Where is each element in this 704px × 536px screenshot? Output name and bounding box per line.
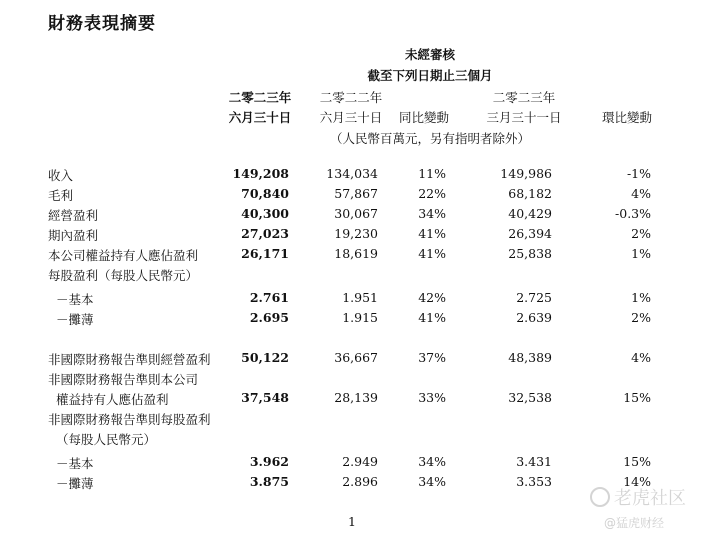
table-row bbox=[0, 390, 704, 410]
col1-header-line2: 六月三十日 bbox=[228, 110, 292, 125]
cell-v3: 34% bbox=[418, 206, 446, 221]
row-label: 期內盈利 bbox=[48, 228, 99, 243]
cell-v4: 2.639 bbox=[516, 310, 552, 325]
cell-v3: 33% bbox=[418, 390, 446, 405]
cell-v4: 68,182 bbox=[508, 186, 552, 201]
page-number: 1 bbox=[348, 514, 356, 529]
page-title: 財務表現摘要 bbox=[48, 14, 156, 34]
table-row bbox=[0, 430, 704, 450]
row-label: 每股盈利（每股人民幣元） bbox=[48, 268, 199, 283]
cell-v4: 2.725 bbox=[516, 290, 552, 305]
cell-v3: 34% bbox=[418, 474, 446, 489]
cell-v5: 4% bbox=[631, 350, 651, 365]
cell-v2: 1.951 bbox=[342, 290, 378, 305]
watermark-text: 老虎社区 bbox=[614, 488, 686, 509]
cell-v1: 26,171 bbox=[241, 246, 289, 261]
cell-v2: 30,067 bbox=[334, 206, 378, 221]
cell-v5: 2% bbox=[631, 226, 651, 241]
row-label: 毛利 bbox=[48, 188, 74, 203]
cell-v4: 3.431 bbox=[516, 454, 552, 469]
period-header: 截至下列日期止三個月 bbox=[367, 68, 493, 83]
cell-v3: 22% bbox=[418, 186, 446, 201]
table-row bbox=[0, 166, 704, 186]
cell-v5: 1% bbox=[631, 290, 651, 305]
cell-v1: 3.962 bbox=[249, 454, 289, 469]
cell-v5: 4% bbox=[631, 186, 651, 201]
cell-v4: 25,838 bbox=[508, 246, 552, 261]
row-label: 非國際財務報告準則經營盈利 bbox=[48, 352, 211, 367]
cell-v1: 27,023 bbox=[241, 226, 289, 241]
table-row bbox=[0, 290, 704, 310]
row-label: 非國際財務報告準則本公司 bbox=[48, 372, 199, 387]
table-row bbox=[0, 410, 704, 430]
cell-v5: 2% bbox=[631, 310, 651, 325]
col4-header-line2: 三月三十一日 bbox=[486, 110, 562, 125]
cell-v5: -1% bbox=[626, 166, 651, 181]
cell-v2: 28,139 bbox=[334, 390, 378, 405]
row-label: 本公司權益持有人應佔盈利 bbox=[48, 248, 199, 263]
cell-v1: 2.761 bbox=[249, 290, 289, 305]
row-label: 收入 bbox=[48, 168, 74, 183]
cell-v3: 41% bbox=[418, 246, 446, 261]
cell-v3: 41% bbox=[418, 226, 446, 241]
cell-v4: 3.353 bbox=[516, 474, 552, 489]
row-label: －攤薄 bbox=[56, 312, 94, 327]
table-row bbox=[0, 206, 704, 226]
cell-v1: 50,122 bbox=[241, 350, 289, 365]
cell-v4: 48,389 bbox=[508, 350, 552, 365]
cell-v4: 26,394 bbox=[508, 226, 552, 241]
cell-v5: 1% bbox=[631, 246, 651, 261]
tiger-logo-icon bbox=[590, 487, 610, 507]
cell-v3: 11% bbox=[418, 166, 446, 181]
cell-v3: 41% bbox=[418, 310, 446, 325]
table-row bbox=[0, 186, 704, 206]
unaudited-header: 未經審核 bbox=[404, 47, 456, 62]
col3-header: 同比變動 bbox=[398, 110, 450, 125]
row-label: －攤薄 bbox=[56, 476, 94, 491]
cell-v5: 15% bbox=[623, 390, 651, 405]
table-row bbox=[0, 370, 704, 390]
row-label: （每股人民幣元） bbox=[56, 432, 157, 447]
unit-note: （人民幣百萬元，另有指明者除外） bbox=[329, 131, 531, 146]
cell-v5: -0.3% bbox=[615, 206, 651, 221]
row-label: －基本 bbox=[56, 456, 94, 471]
cell-v5: 14% bbox=[623, 474, 651, 489]
cell-v4: 40,429 bbox=[508, 206, 552, 221]
cell-v1: 3.875 bbox=[249, 474, 289, 489]
cell-v2: 2.896 bbox=[342, 474, 378, 489]
cell-v3: 37% bbox=[418, 350, 446, 365]
row-label: 非國際財務報告準則每股盈利 bbox=[48, 412, 211, 427]
table-row bbox=[0, 266, 704, 286]
table-row bbox=[0, 350, 704, 370]
cell-v3: 42% bbox=[418, 290, 446, 305]
watermark-logo bbox=[590, 484, 686, 510]
cell-v2: 1.915 bbox=[342, 310, 378, 325]
cell-v1: 40,300 bbox=[241, 206, 289, 221]
col1-header-line1: 二零二三年 bbox=[228, 90, 292, 105]
cell-v2: 57,867 bbox=[334, 186, 378, 201]
cell-v1: 37,548 bbox=[241, 390, 289, 405]
cell-v4: 32,538 bbox=[508, 390, 552, 405]
cell-v1: 70,840 bbox=[241, 186, 289, 201]
row-label: －基本 bbox=[56, 292, 94, 307]
cell-v3: 34% bbox=[418, 454, 446, 469]
cell-v5: 15% bbox=[623, 454, 651, 469]
row-label: 經營盈利 bbox=[48, 208, 99, 223]
cell-v1: 2.695 bbox=[249, 310, 289, 325]
cell-v4: 149,986 bbox=[500, 166, 552, 181]
table-row bbox=[0, 246, 704, 266]
cell-v2: 36,667 bbox=[334, 350, 378, 365]
table-row bbox=[0, 454, 704, 474]
watermark-handle: @猛虎财经 bbox=[604, 516, 665, 530]
cell-v2: 19,230 bbox=[334, 226, 378, 241]
row-label: 權益持有人應佔盈利 bbox=[56, 392, 169, 407]
cell-v2: 18,619 bbox=[334, 246, 378, 261]
col2-header-line1: 二零二二年 bbox=[319, 90, 383, 105]
cell-v2: 2.949 bbox=[342, 454, 378, 469]
cell-v2: 134,034 bbox=[326, 166, 378, 181]
col4-header-line1: 二零二三年 bbox=[492, 90, 556, 105]
table-row bbox=[0, 226, 704, 246]
table-row bbox=[0, 310, 704, 330]
col2-header-line2: 六月三十日 bbox=[319, 110, 383, 125]
cell-v1: 149,208 bbox=[232, 166, 289, 181]
col5-header: 環比變動 bbox=[601, 110, 653, 125]
